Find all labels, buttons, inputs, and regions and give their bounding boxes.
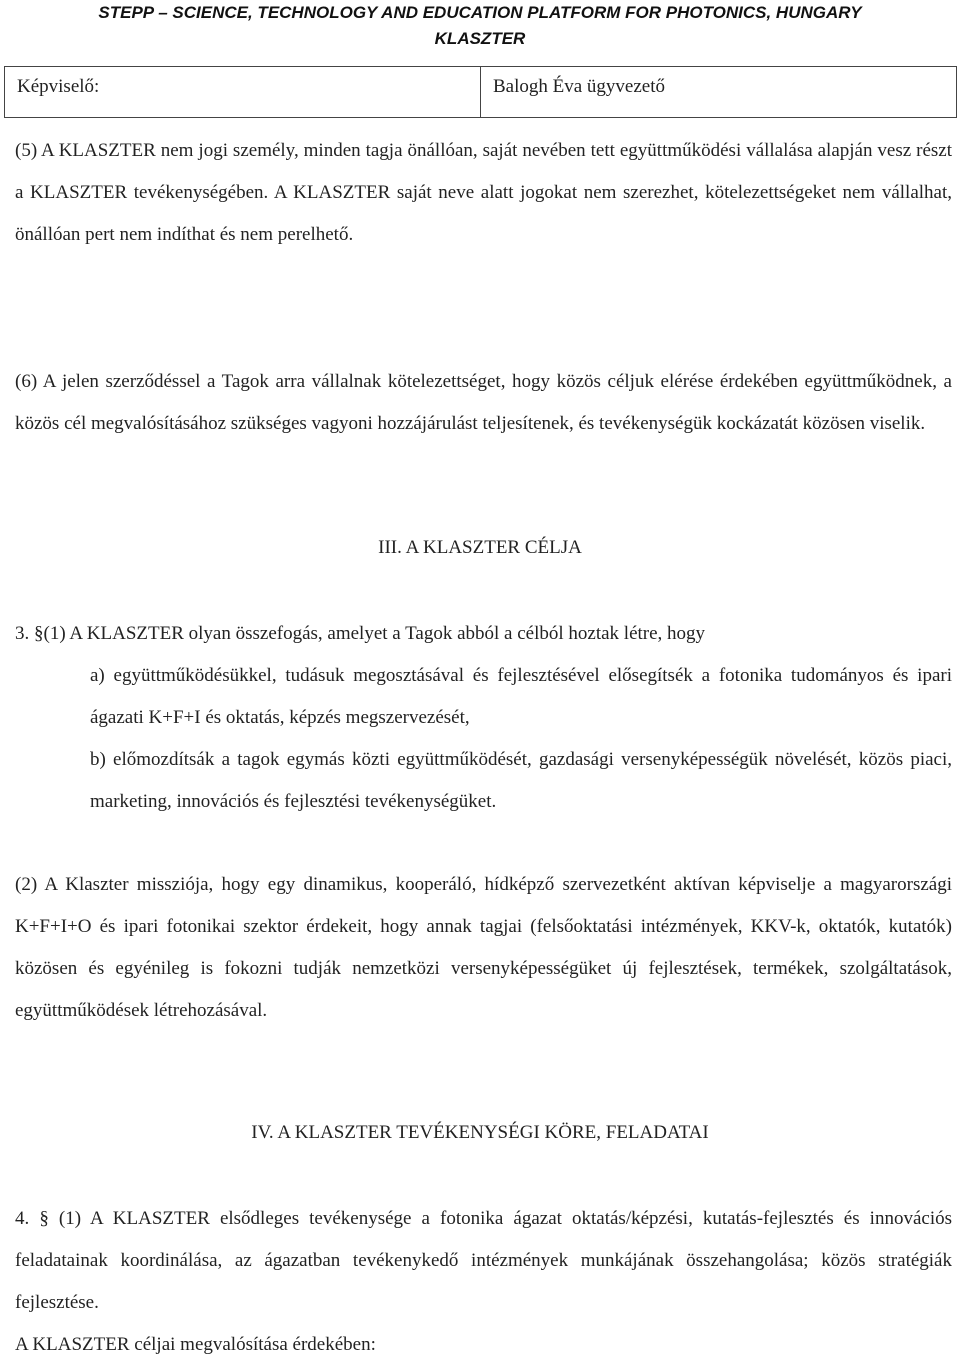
representative-table	[4, 66, 957, 118]
section-4-heading: IV. A KLASZTER TEVÉKENYSÉGI KÖRE, FELADATAI	[251, 1122, 709, 1143]
header-title-line1: STEPP – SCIENCE, TECHNOLOGY AND EDUCATION PLATFORM FOR PHOTONICS, HUNGARY	[98, 3, 862, 22]
section-3-item-a: a) együttműködésükkel, tudásuk megosztásával és fejlesztésével elősegítsék a fotonika tudományos és ipari ágazati K+F+I és oktatás, képzés megszervezését,	[90, 665, 952, 728]
header-title-line2: KLASZTER	[434, 29, 526, 48]
document-header	[0, 0, 960, 52]
paragraph-6: (6) A jelen szerződéssel a Tagok arra vállalnak kötelezettséget, hogy közös céljuk elérése érdekében együttműködnek, a közös cél megvalósításához szükséges vagyoni hozzájárulást teljesítenek, és tevékenységük kockázatát közösen viselik.	[15, 371, 952, 434]
section-4-paragraph-1: 4. § (1) A KLASZTER elsődleges tevékenysége a fotonika ágazat oktatás/képzési, kutatás-fejlesztés és innovációs feladatainak koordinálása, az ágazatban tevékenykedő intézmények munkájának összehangolása; közös stratégiák fejlesztése.	[15, 1208, 952, 1313]
representative-value: Balogh Éva ügyvezető	[493, 76, 666, 97]
paragraph-5: (5) A KLASZTER nem jogi személy, minden tagja önállóan, saját nevében tett együttműködési vállalása alapján vesz részt a KLASZTER tevékenységében. A KLASZTER saját neve alatt jogokat nem szerezhet, kötelezettségeket nem vállalhat, önállóan pert nem indíthat és nem perelhető.	[15, 140, 952, 245]
section-3-heading: III. A KLASZTER CÉLJA	[378, 537, 582, 558]
representative-label: Képviselő:	[5, 67, 481, 117]
section-3-item-b: b) előmozdítsák a tagok egymás közti együttműködését, gazdasági versenyképességük növelését, közös piaci, marketing, innovációs és fejlesztési tevékenységüket.	[90, 749, 952, 812]
section-3-paragraph-2: (2) A Klaszter missziója, hogy egy dinamikus, kooperáló, hídképző szervezetként aktívan képviselje a magyarországi K+F+I+O és ipari fotonikai szektor érdekeit, hogy annak tagjai (felsőoktatási intézmények, KKV-k, oktatók, kutatók) közösen és egyénileg is fokozni tudják nemzetközi versenyképességüket új fejlesztések, termékek, szolgáltatások, együttműködések létrehozásával.	[15, 874, 952, 1021]
section-3-intro: 3. §(1) A KLASZTER olyan összefogás, amelyet a Tagok abból a célból hoztak létre, hogy	[15, 623, 706, 644]
section-4-last-line: A KLASZTER céljai megvalósítása érdekében:	[15, 1334, 376, 1355]
